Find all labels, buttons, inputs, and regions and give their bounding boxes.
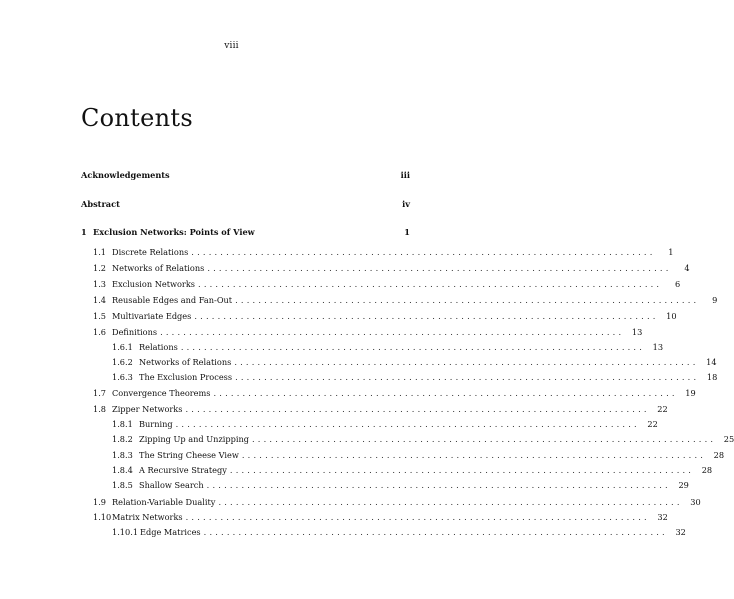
toc-entry-page: 32 (657, 512, 668, 522)
toc-entry[interactable] (81, 388, 696, 402)
toc-entry-number: 1.3 (93, 279, 107, 289)
toc-dot-leader: ................................................................................ (194, 311, 659, 321)
page-number: viii (224, 41, 239, 51)
toc-entry[interactable] (81, 327, 643, 341)
toc-entry-label: Multivariate Edges (112, 311, 192, 321)
toc-dot-leader: ................................................................................ (235, 372, 700, 382)
toc-entry-label: Zipper Networks (112, 404, 183, 414)
toc-entry-label: Zipping Up and Unzipping (139, 434, 249, 444)
toc-entry-page: 4 (684, 263, 690, 273)
toc-entry-page: 19 (685, 388, 696, 398)
toc-entry-page: 6 (675, 279, 681, 289)
toc-entry[interactable] (81, 527, 686, 541)
toc-entry-number: 1.6 (93, 327, 107, 337)
toc-entry[interactable] (81, 419, 658, 433)
toc-entry-label: Discrete Relations (112, 247, 189, 257)
toc-dot-leader: ................................................................................ (229, 465, 695, 475)
toc-entry-label: Convergence Theorems (112, 388, 211, 398)
toc-entry-number: 1.8.1 (112, 419, 133, 429)
toc-entry-page: 22 (657, 404, 668, 414)
toc-entry-label: Reusable Edges and Fan-Out (112, 295, 233, 305)
toc-entry-label: Exclusion Networks (112, 279, 196, 289)
toc-dot-leader: ................................................................................ (180, 342, 646, 352)
toc-dot-leader: ................................................................................ (218, 497, 683, 507)
toc-entry[interactable] (81, 263, 690, 277)
toc-entry-label: Networks of Relations (112, 263, 205, 273)
toc-dot-leader: ................................................................................ (241, 450, 707, 460)
toc-entry-number: 1.6.1 (112, 342, 133, 352)
toc-entry-page: 1 (404, 227, 410, 237)
toc-entry-page: 32 (675, 527, 686, 537)
toc-entry[interactable] (81, 512, 668, 526)
page-title: Contents (81, 104, 193, 132)
toc-entry-number: 1.9 (93, 497, 107, 507)
toc-entry[interactable] (81, 434, 734, 448)
toc-entry-number: 1.7 (93, 388, 107, 398)
toc-entry-number: 1.8.4 (112, 465, 133, 475)
toc-entry-number: 1 (81, 227, 87, 237)
toc-entry[interactable] (81, 342, 664, 356)
toc-entry-label: Abstract (81, 199, 120, 209)
toc-entry[interactable] (81, 199, 410, 213)
toc-entry[interactable] (81, 404, 668, 418)
toc-entry-number: 1.1 (93, 247, 107, 257)
toc-entry-page: 25 (723, 434, 734, 444)
toc-entry-label: Matrix Networks (112, 512, 183, 522)
toc-entry-page: 14 (706, 357, 717, 367)
toc-entry[interactable] (81, 357, 717, 371)
toc-entry-page: 1 (668, 247, 674, 257)
toc-dot-leader: ................................................................................ (185, 404, 650, 414)
toc-entry-page: 22 (647, 419, 658, 429)
toc-dot-leader: ................................................................................ (235, 295, 700, 305)
toc-entry[interactable] (81, 480, 689, 494)
toc-entry-page: 13 (631, 327, 643, 337)
toc-entry-number: 1.5 (93, 311, 107, 321)
toc-entry[interactable] (81, 465, 713, 479)
toc-entry-number: 1.10.1 (112, 527, 139, 537)
toc-entry-label: Acknowledgements (81, 170, 170, 180)
toc-entry[interactable] (81, 295, 718, 309)
toc-dot-leader: ................................................................................ (175, 419, 640, 429)
toc-entry-label: Relation-Variable Duality (112, 497, 216, 507)
toc-entry-label: Exclusion Networks: Points of View (93, 227, 255, 237)
toc-entry-page: 28 (713, 450, 725, 460)
toc-entry[interactable] (81, 372, 718, 386)
toc-entry-page: 30 (690, 497, 701, 507)
toc-dot-leader: ................................................................................ (252, 434, 717, 444)
toc-entry-number: 1.4 (93, 295, 107, 305)
toc-entry[interactable] (81, 227, 410, 241)
toc-entry-number: 1.8.5 (112, 480, 133, 490)
toc-entry-label: The Exclusion Process (139, 372, 233, 382)
toc-entry-number: 1.10 (93, 512, 112, 522)
toc-dot-leader: ................................................................................ (206, 480, 671, 490)
toc-entry-page: iv (402, 199, 410, 209)
toc-dot-leader: ................................................................................ (213, 388, 678, 398)
toc-entry-page: 13 (652, 342, 664, 352)
toc-dot-leader: ................................................................................ (234, 357, 699, 367)
toc-entry-page: iii (400, 170, 410, 180)
toc-entry-label: Burning (139, 419, 173, 429)
toc-entry-label: Shallow Search (139, 480, 204, 490)
toc-dot-leader: ................................................................................ (207, 263, 672, 273)
toc-entry-number: 1.2 (93, 263, 107, 273)
toc-entry[interactable] (81, 170, 410, 184)
toc-entry-number: 1.6.3 (112, 372, 133, 382)
toc-entry-number: 1.8.2 (112, 434, 133, 444)
toc-entry[interactable] (81, 450, 725, 464)
toc-dot-leader: ................................................................................ (203, 527, 668, 537)
toc-entry-page: 28 (701, 465, 713, 475)
toc-entry-label: Edge Matrices (140, 527, 201, 537)
toc-entry[interactable] (81, 279, 681, 293)
toc-entry-label: A Recursive Strategy (139, 465, 227, 475)
toc-entry-label: Relations (139, 342, 178, 352)
toc-dot-leader: ................................................................................ (185, 512, 650, 522)
toc-entry-number: 1.8 (93, 404, 107, 414)
toc-entry-label: Networks of Relations (139, 357, 232, 367)
toc-entry-page: 9 (712, 295, 718, 305)
toc-entry-label: Definitions (112, 327, 158, 337)
toc-entry[interactable] (81, 497, 701, 511)
toc-dot-leader: ................................................................................ (191, 247, 656, 257)
toc-entry-page: 29 (678, 480, 689, 490)
toc-entry-page: 18 (706, 372, 718, 382)
toc-entry-label: The String Cheese View (139, 450, 239, 460)
toc-entry-page: 10 (666, 311, 677, 321)
toc-entry[interactable] (81, 247, 674, 261)
toc-entry-number: 1.6.2 (112, 357, 133, 367)
toc-entry-number: 1.8.3 (112, 450, 133, 460)
toc-dot-leader: ................................................................................ (160, 327, 625, 337)
toc-entry[interactable] (81, 311, 677, 325)
toc-dot-leader: ................................................................................ (198, 279, 663, 289)
